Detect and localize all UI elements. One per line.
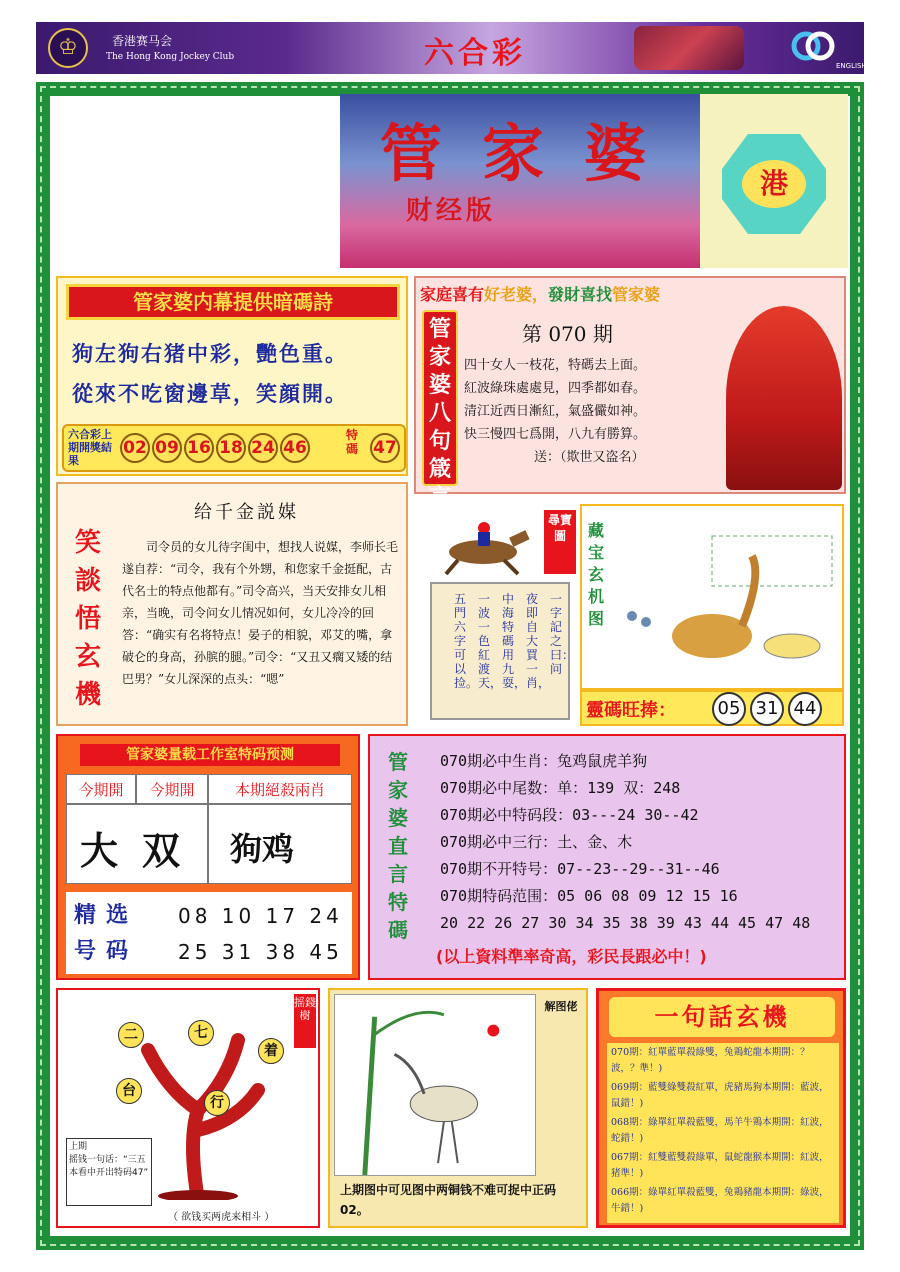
- octet-side-title: 管家婆八句箴言: [422, 310, 458, 486]
- lucky-ball: 44: [788, 692, 822, 726]
- scroll-column: 五門六字可以捡。: [454, 592, 479, 690]
- result-label: 六合彩上期開獎結果: [68, 428, 112, 467]
- special-label: 特碼: [346, 428, 359, 456]
- lucky-ball: 05: [712, 692, 746, 726]
- bride-image: [726, 306, 842, 490]
- special-ball-wrap: [370, 433, 402, 463]
- money-tree-box: [56, 988, 320, 1228]
- forecast-grid: [66, 774, 352, 884]
- lucky-balls: [712, 692, 826, 726]
- direct-line: 070期不开特号：07--23--29--31--46: [440, 860, 720, 878]
- header-part: 發財喜找: [548, 285, 613, 304]
- hkjc-logo-icon[interactable]: ♔: [48, 28, 88, 68]
- direct-line: 070期必中特码段：03---24 30--42: [440, 806, 699, 824]
- scroll-column: 一波一色紅渡天，: [478, 592, 503, 690]
- octet-line: 四十女人一枝花，特碼去上面。: [464, 358, 647, 373]
- forecast-title: 管家婆量载工作室特码预测: [80, 744, 340, 766]
- result-balls: [120, 433, 312, 463]
- riddle-line: 067期：紅雙藍雙殺綠單，鼠蛇龍猴本期開：紅波，猪準！): [611, 1152, 829, 1179]
- header-part: 管家婆: [612, 285, 661, 304]
- issue-number: 第 070 期: [522, 322, 613, 346]
- tree-tag: 行: [204, 1090, 230, 1116]
- poem-line: 從來不吃窗邊草，笑顔開。: [72, 381, 348, 406]
- tree-side-title: 摇錢樹: [294, 994, 316, 1048]
- hk-lantern-panel: [700, 94, 848, 268]
- pick-numbers: [66, 892, 352, 974]
- octet-line: 送：（欺世又盗名）: [534, 450, 645, 465]
- riddle-box: [596, 988, 846, 1228]
- horses-image: [634, 26, 744, 70]
- octet-line: 紅波綠珠處處見，四季都如春。: [464, 381, 647, 396]
- direct-footer: (以上資料準率奇高，彩民長跟必中！): [436, 947, 707, 966]
- scroll-column: 中海特碼用九耍，: [502, 592, 527, 690]
- last-result: [62, 424, 406, 472]
- direct-line: 20 22 26 27 30 34 35 38 39 43 44 45 47 48: [440, 914, 811, 932]
- joke-title: 给千金説媒: [194, 502, 299, 523]
- special-ball: 47: [370, 433, 400, 463]
- lucky-numbers: [580, 690, 844, 726]
- riddle-line: 068期：綠單紅單殺藍雙，馬羊牛鶏本期開：紅波，蛇錯！): [611, 1117, 829, 1144]
- xunbao-label: 尋寶圖: [544, 510, 576, 574]
- scroll-column: 夜即自大買一肖，: [526, 592, 551, 690]
- tree-tag: 七: [188, 1020, 214, 1046]
- col-header: 本期絕殺兩肖: [208, 774, 352, 804]
- joke-side-title: 笑談悟玄機: [74, 528, 101, 710]
- result-ball: 16: [184, 433, 214, 463]
- lantern-label: 港: [742, 160, 806, 208]
- joke-body: 司令员的女儿待字闺中，想找人说媒，李师长毛遂自荐：“司令，我有个外甥，和您家千金挺配，古代名士的特点他都有。”司令高兴，当天安排女儿相亲，当晚，司令问女儿情况如何，女儿冷冷的回答：“确实有名将特点！晏子的相貌，邓艾的嘴，拿破仑的身高，孙膑的腿。”司令：“又丑又瘸又矮的结巴男？”女儿深深的点头：“嗯”: [122, 540, 399, 686]
- treasure-picture: [580, 504, 844, 690]
- banner-title: 管家婆: [380, 117, 687, 190]
- page-title: 六合彩: [424, 36, 526, 71]
- result-ball: 24: [248, 433, 278, 463]
- title-banner: [340, 94, 700, 268]
- header-part: 家庭喜有: [420, 285, 485, 304]
- header-bar: [36, 22, 867, 74]
- crane-caption: 上期图中可见图中两铜钱不难可捉中正码02。: [340, 1183, 557, 1217]
- riddle-line: 070期：紅單藍單殺綠雙，兔鶏蛇龍本期開：？波，？準！): [611, 1047, 810, 1074]
- octet-line: 快三慢四七爲開，八九有勝算。: [464, 427, 647, 442]
- pick-label: 精选号码: [74, 903, 139, 964]
- col-header: 今期開: [66, 774, 136, 804]
- direct-line: 070期特码范围：05 06 08 09 12 15 16: [440, 887, 738, 905]
- scroll-column: 一字記之曰：问: [550, 592, 575, 676]
- treasure-title: 藏宝玄机图: [588, 521, 605, 628]
- direct-lines: [440, 748, 810, 937]
- org-name-cn: 香港赛马会: [112, 34, 173, 48]
- jockey-horse-icon: [428, 516, 538, 576]
- eight-lines-box: [414, 276, 846, 510]
- pick-row: 08 10 17 24: [178, 904, 343, 928]
- direct-line: 070期必中生肖：兔鸡鼠虎羊狗: [440, 752, 648, 770]
- lottery-rings-icon: [788, 28, 838, 64]
- tree-tag: 二: [118, 1022, 144, 1048]
- joke-box: [56, 482, 408, 726]
- org-name-en: The Hong Kong Jockey Club: [106, 52, 235, 62]
- english-link[interactable]: ENGLISH: [836, 62, 867, 70]
- direct-line: 070期必中尾数：单：139 双：248: [440, 779, 681, 797]
- col-header: 今期開: [136, 774, 208, 804]
- octet-header: [420, 282, 660, 305]
- banner-subtitle: 财经版: [406, 196, 497, 226]
- forecast-parity: 双: [142, 828, 181, 873]
- poem-line: 狗左狗右猪中彩，艷色重。: [72, 341, 348, 366]
- pick-row: 25 31 38 45: [178, 940, 343, 964]
- riddle-line: 066期：綠單紅單殺藍雙，兔鶏豬龍本期開：綠波，牛錯！): [611, 1187, 829, 1214]
- riddle-line: 069期：藍雙綠雙殺紅單，虎豬馬狗本期開：藍波，鼠錯！): [611, 1082, 829, 1109]
- tree-tag: 着: [258, 1038, 284, 1064]
- result-ball: 46: [280, 433, 310, 463]
- result-ball: 09: [152, 433, 182, 463]
- tree-footer: （ 欲钱买两虎来相斗 ）: [168, 1212, 275, 1223]
- crane-label: 解图佬: [544, 1000, 578, 1013]
- result-ball: 02: [120, 433, 150, 463]
- forecast-size: 大: [80, 828, 119, 873]
- result-ball: 18: [216, 433, 246, 463]
- forecast-box: [56, 734, 360, 980]
- lucky-ball: 31: [750, 692, 784, 726]
- forecast-kill: 狗鸡: [230, 830, 295, 868]
- tree-tag: 台: [116, 1078, 142, 1104]
- poem-box: [56, 276, 408, 476]
- direct-side-title: 管家婆直言特碼: [388, 750, 408, 942]
- poem-title: 管家婆内幕提供暗碼詩: [66, 284, 400, 320]
- direct-box: [368, 734, 846, 980]
- treasure-box: [414, 500, 846, 726]
- clue-scroll: [430, 582, 575, 720]
- crane-box: [328, 988, 588, 1228]
- tree-note: [66, 1138, 152, 1206]
- note-title: 上期: [69, 1142, 88, 1152]
- lucky-label: 靈碼旺捧：: [586, 700, 676, 721]
- pick-values: [178, 898, 343, 970]
- octet-line: 清江近西日漸紅，氣盛儼如神。: [464, 404, 647, 419]
- header-part: 好老婆，: [484, 285, 549, 304]
- goose-illustration-icon: [612, 516, 840, 686]
- riddle-title: 一句話玄機: [609, 997, 835, 1037]
- crane-illustration-icon: [334, 994, 536, 1176]
- riddle-body: [607, 1043, 839, 1223]
- octet-lines: [464, 354, 646, 469]
- note-text: 摇钱一句话：“三五本看中开出特码47”: [69, 1155, 149, 1178]
- direct-line: 070期必中三行：土、金、木: [440, 833, 633, 851]
